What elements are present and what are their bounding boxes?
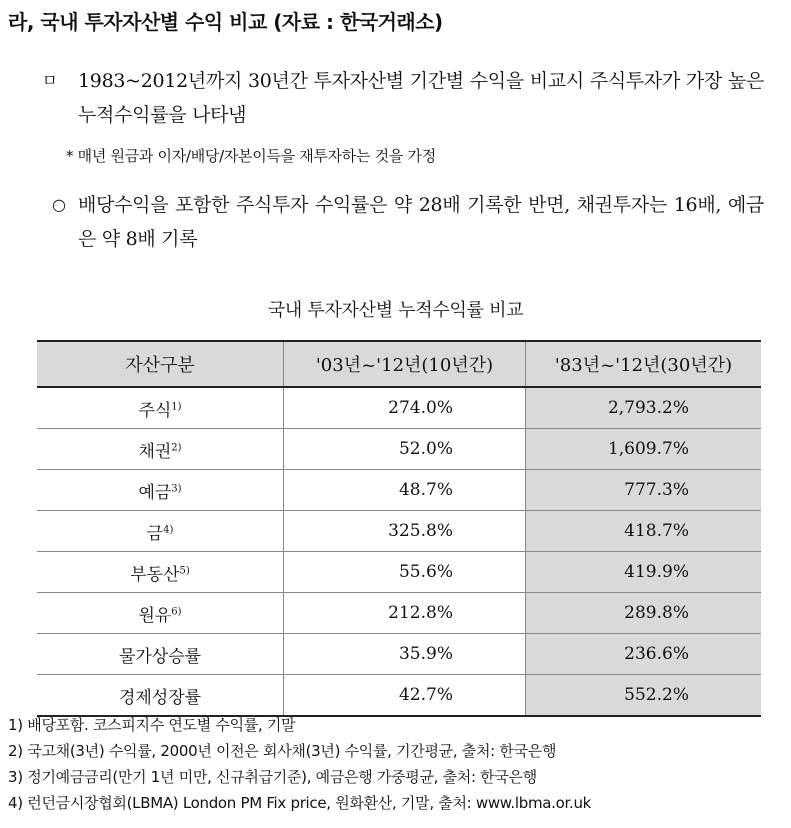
return-10yr-cell: 325.8% bbox=[284, 511, 526, 552]
return-10yr-cell: 212.8% bbox=[284, 593, 526, 634]
asset-footnote-ref: 5) bbox=[179, 564, 190, 576]
table-header-row bbox=[37, 341, 761, 387]
return-10yr-cell: 48.7% bbox=[284, 470, 526, 511]
table-row bbox=[37, 552, 761, 593]
asset-label: 물가상승률 bbox=[118, 646, 202, 667]
asset-footnote-ref: 1) bbox=[171, 400, 182, 412]
bullet-paragraph-2 bbox=[52, 188, 764, 256]
asset-label: 부동산 bbox=[130, 564, 180, 585]
asset-cell bbox=[37, 552, 284, 593]
asset-cell bbox=[37, 593, 284, 634]
table-title: 국내 투자자산별 누적수익률 비교 bbox=[267, 300, 524, 321]
asset-footnote-ref: 4) bbox=[163, 523, 174, 535]
return-30yr-cell: 289.8% bbox=[526, 593, 762, 634]
header-asset: 자산구분 bbox=[37, 341, 284, 387]
footnote-4: 4) 런던금시장협회(LBMA) London PM Fix price, 원화환산, 기말, 출처: www.lbma.or.uk bbox=[8, 794, 592, 812]
return-30yr-cell: 1,609.7% bbox=[526, 429, 762, 470]
table-row bbox=[37, 511, 761, 552]
return-30yr-cell: 777.3% bbox=[526, 470, 762, 511]
footnotes bbox=[8, 712, 591, 816]
asset-cell bbox=[37, 387, 284, 429]
asset-cell bbox=[37, 470, 284, 511]
asset-cell bbox=[37, 429, 284, 470]
bullet-text-1: 1983~2012년까지 30년간 투자자산별 기간별 수익을 비교시 주식투자가 가장 높은 누적수익률을 나타냄 bbox=[78, 70, 764, 126]
return-10yr-cell: 42.7% bbox=[284, 675, 526, 717]
assumption-note: * 매년 원금과 이자/배당/자본이득을 재투자하는 것을 가정 bbox=[66, 147, 436, 165]
return-30yr-cell: 236.6% bbox=[526, 634, 762, 675]
header-30yr: '83년~'12년(30년간) bbox=[526, 341, 762, 387]
asset-label: 원유 bbox=[138, 605, 172, 626]
header-10yr: '03년~'12년(10년간) bbox=[284, 341, 526, 387]
asset-cell bbox=[37, 675, 284, 717]
return-30yr-cell: 552.2% bbox=[526, 675, 762, 717]
asset-cell bbox=[37, 511, 284, 552]
asset-label: 주식 bbox=[138, 400, 172, 421]
footnote-3: 3) 정기예금금리(만기 1년 미만, 신규취급기준), 예금은행 가중평균, 출처: 한국은행 bbox=[8, 768, 537, 786]
return-30yr-cell: 418.7% bbox=[526, 511, 762, 552]
table-row bbox=[37, 470, 761, 511]
circle-bullet-icon: ○ bbox=[52, 195, 66, 214]
asset-label: 예금 bbox=[138, 482, 172, 503]
returns-table bbox=[37, 340, 761, 717]
table-row bbox=[37, 593, 761, 634]
table-row bbox=[37, 429, 761, 470]
footnote-1: 1) 배당포함. 코스피지수 연도별 수익률, 기말 bbox=[8, 716, 296, 734]
return-10yr-cell: 52.0% bbox=[284, 429, 526, 470]
asset-footnote-ref: 6) bbox=[171, 605, 182, 617]
bullet-text-2: 배당수익을 포함한 주식투자 수익률은 약 28배 기록한 반면, 채권투자는 16배, 예금은 약 8배 기록 bbox=[78, 194, 764, 250]
return-30yr-cell: 2,793.2% bbox=[526, 387, 762, 429]
table-row bbox=[37, 387, 761, 429]
section-title: 라, 국내 투자자산별 수익 비교 (자료 : 한국거래소) bbox=[8, 10, 443, 34]
bullet-paragraph-1 bbox=[42, 64, 764, 132]
table-row bbox=[37, 634, 761, 675]
asset-label: 채권 bbox=[138, 441, 172, 462]
asset-footnote-ref: 2) bbox=[171, 441, 182, 453]
asset-label: 금 bbox=[146, 523, 164, 544]
asset-label: 경제성장률 bbox=[118, 687, 202, 708]
asset-footnote-ref: 3) bbox=[171, 482, 182, 494]
return-30yr-cell: 419.9% bbox=[526, 552, 762, 593]
return-10yr-cell: 35.9% bbox=[284, 634, 526, 675]
return-10yr-cell: 55.6% bbox=[284, 552, 526, 593]
square-bullet-icon: ㅁ bbox=[42, 71, 58, 90]
return-10yr-cell: 274.0% bbox=[284, 387, 526, 429]
asset-cell bbox=[37, 634, 284, 675]
table-row bbox=[37, 675, 761, 717]
footnote-2: 2) 국고채(3년) 수익률, 2000년 이전은 회사채(3년) 수익률, 기간평균, 출처: 한국은행 bbox=[8, 742, 557, 760]
